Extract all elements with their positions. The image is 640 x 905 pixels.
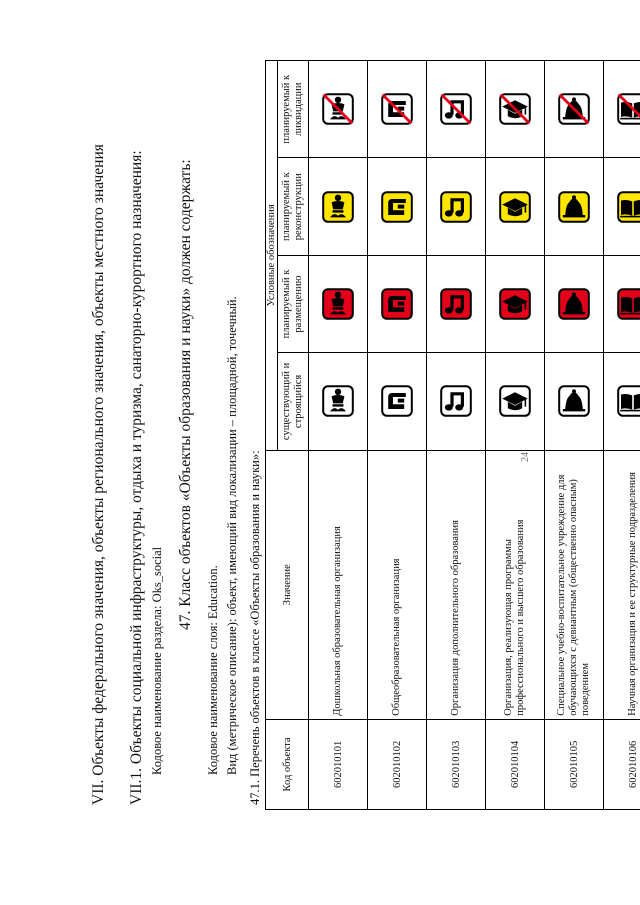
cell-existing [604, 353, 640, 450]
cell-planned-reconstruct [486, 158, 545, 255]
page-number: 24 [520, 452, 531, 462]
table-row [368, 61, 427, 810]
row-name: Организация дополнительного образования [427, 450, 486, 719]
preschool-icon [322, 191, 354, 223]
preschool-icon [322, 288, 354, 320]
table-row [309, 61, 368, 810]
header-symbols: Условные обозначения [266, 61, 278, 451]
cell-planned-reconstruct [368, 158, 427, 255]
header-value: Значение [266, 450, 309, 719]
cell-planned-liquidate [309, 61, 368, 158]
school-icon [381, 288, 413, 320]
open-book-icon [617, 385, 640, 417]
school-icon [381, 385, 413, 417]
music-note-icon [440, 288, 472, 320]
school-icon [381, 191, 413, 223]
row-code: 602010102 [368, 719, 427, 809]
row-name: Дошкольная образовательная организация [309, 450, 368, 719]
cell-planned-place [545, 255, 604, 352]
cell-planned-reconstruct [309, 158, 368, 255]
row-name: Организация, реализующая программы профессионального и высшего образования [486, 450, 545, 719]
preschool-icon [322, 93, 354, 125]
graduation-cap-icon [499, 191, 531, 223]
heading-social-infrastructure: VII.1. Объекты социальной инфраструктуры, отдыха и туризма, санаторно-курортного назначения: [128, 150, 145, 805]
open-book-icon [617, 93, 640, 125]
header-code: Код объекта [266, 719, 309, 809]
heading-federal-objects: VII. Объекты федерального значения, объекты регионального значения, объекты местного значения [90, 144, 107, 805]
table-row [604, 61, 640, 810]
bell-icon [558, 191, 590, 223]
list-title: 47.1. Перечень объектов в классе «Объекты образования и науки»: [248, 450, 262, 805]
section-code: Кодовое наименование раздела: Oks_social [150, 546, 164, 775]
row-code: 602010101 [309, 719, 368, 809]
objects-table [265, 60, 640, 810]
cell-planned-place [486, 255, 545, 352]
header-planned-place: планируемый к размещению [278, 255, 309, 352]
row-name: Общеобразовательная организация [368, 450, 427, 719]
row-code: 602010103 [427, 719, 486, 809]
geometry-type: Вид (метрическое описание): объект, имеющий вид локализации – площадной, точечный. [225, 296, 239, 775]
music-note-icon [440, 385, 472, 417]
row-name: Специальное учебно-воспитательное учреждение для обучающихся с девиантным (общественно опасным) поведением [545, 450, 604, 719]
row-code: 602010104 [486, 719, 545, 809]
cell-planned-reconstruct [427, 158, 486, 255]
bell-icon [558, 385, 590, 417]
layer-code: Кодовое наименование слоя: Education. [206, 565, 220, 775]
header-existing: существующий и строящийся [278, 353, 309, 450]
row-name: Научная организация и ее структурные подразделения [604, 450, 640, 719]
cell-existing [545, 353, 604, 450]
cell-existing [427, 353, 486, 450]
cell-existing [309, 353, 368, 450]
bell-icon [558, 93, 590, 125]
row-code: 602010106 [604, 719, 640, 809]
school-icon [381, 93, 413, 125]
cell-planned-liquidate [368, 61, 427, 158]
header-planned-reconstruct: планируемый к реконструкции [278, 158, 309, 255]
table-row [545, 61, 604, 810]
open-book-icon [617, 191, 640, 223]
table-row [427, 61, 486, 810]
heading-education-class: 47. Класс объектов «Объекты образования и науки» должен содержать: [177, 159, 194, 630]
cell-planned-liquidate [427, 61, 486, 158]
preschool-icon [322, 385, 354, 417]
row-code: 602010105 [545, 719, 604, 809]
open-book-icon [617, 288, 640, 320]
table-row [486, 61, 545, 810]
cell-existing [368, 353, 427, 450]
cell-existing [486, 353, 545, 450]
music-note-icon [440, 93, 472, 125]
header-planned-liquidate: планируемый к ликвидации [278, 61, 309, 158]
cell-planned-place [309, 255, 368, 352]
cell-planned-reconstruct [604, 158, 640, 255]
cell-planned-reconstruct [545, 158, 604, 255]
cell-planned-liquidate [545, 61, 604, 158]
cell-planned-place [604, 255, 640, 352]
graduation-cap-icon [499, 288, 531, 320]
cell-planned-place [427, 255, 486, 352]
graduation-cap-icon [499, 93, 531, 125]
bell-icon [558, 288, 590, 320]
music-note-icon [440, 191, 472, 223]
cell-planned-liquidate [486, 61, 545, 158]
graduation-cap-icon [499, 385, 531, 417]
cell-planned-liquidate [604, 61, 640, 158]
cell-planned-place [368, 255, 427, 352]
